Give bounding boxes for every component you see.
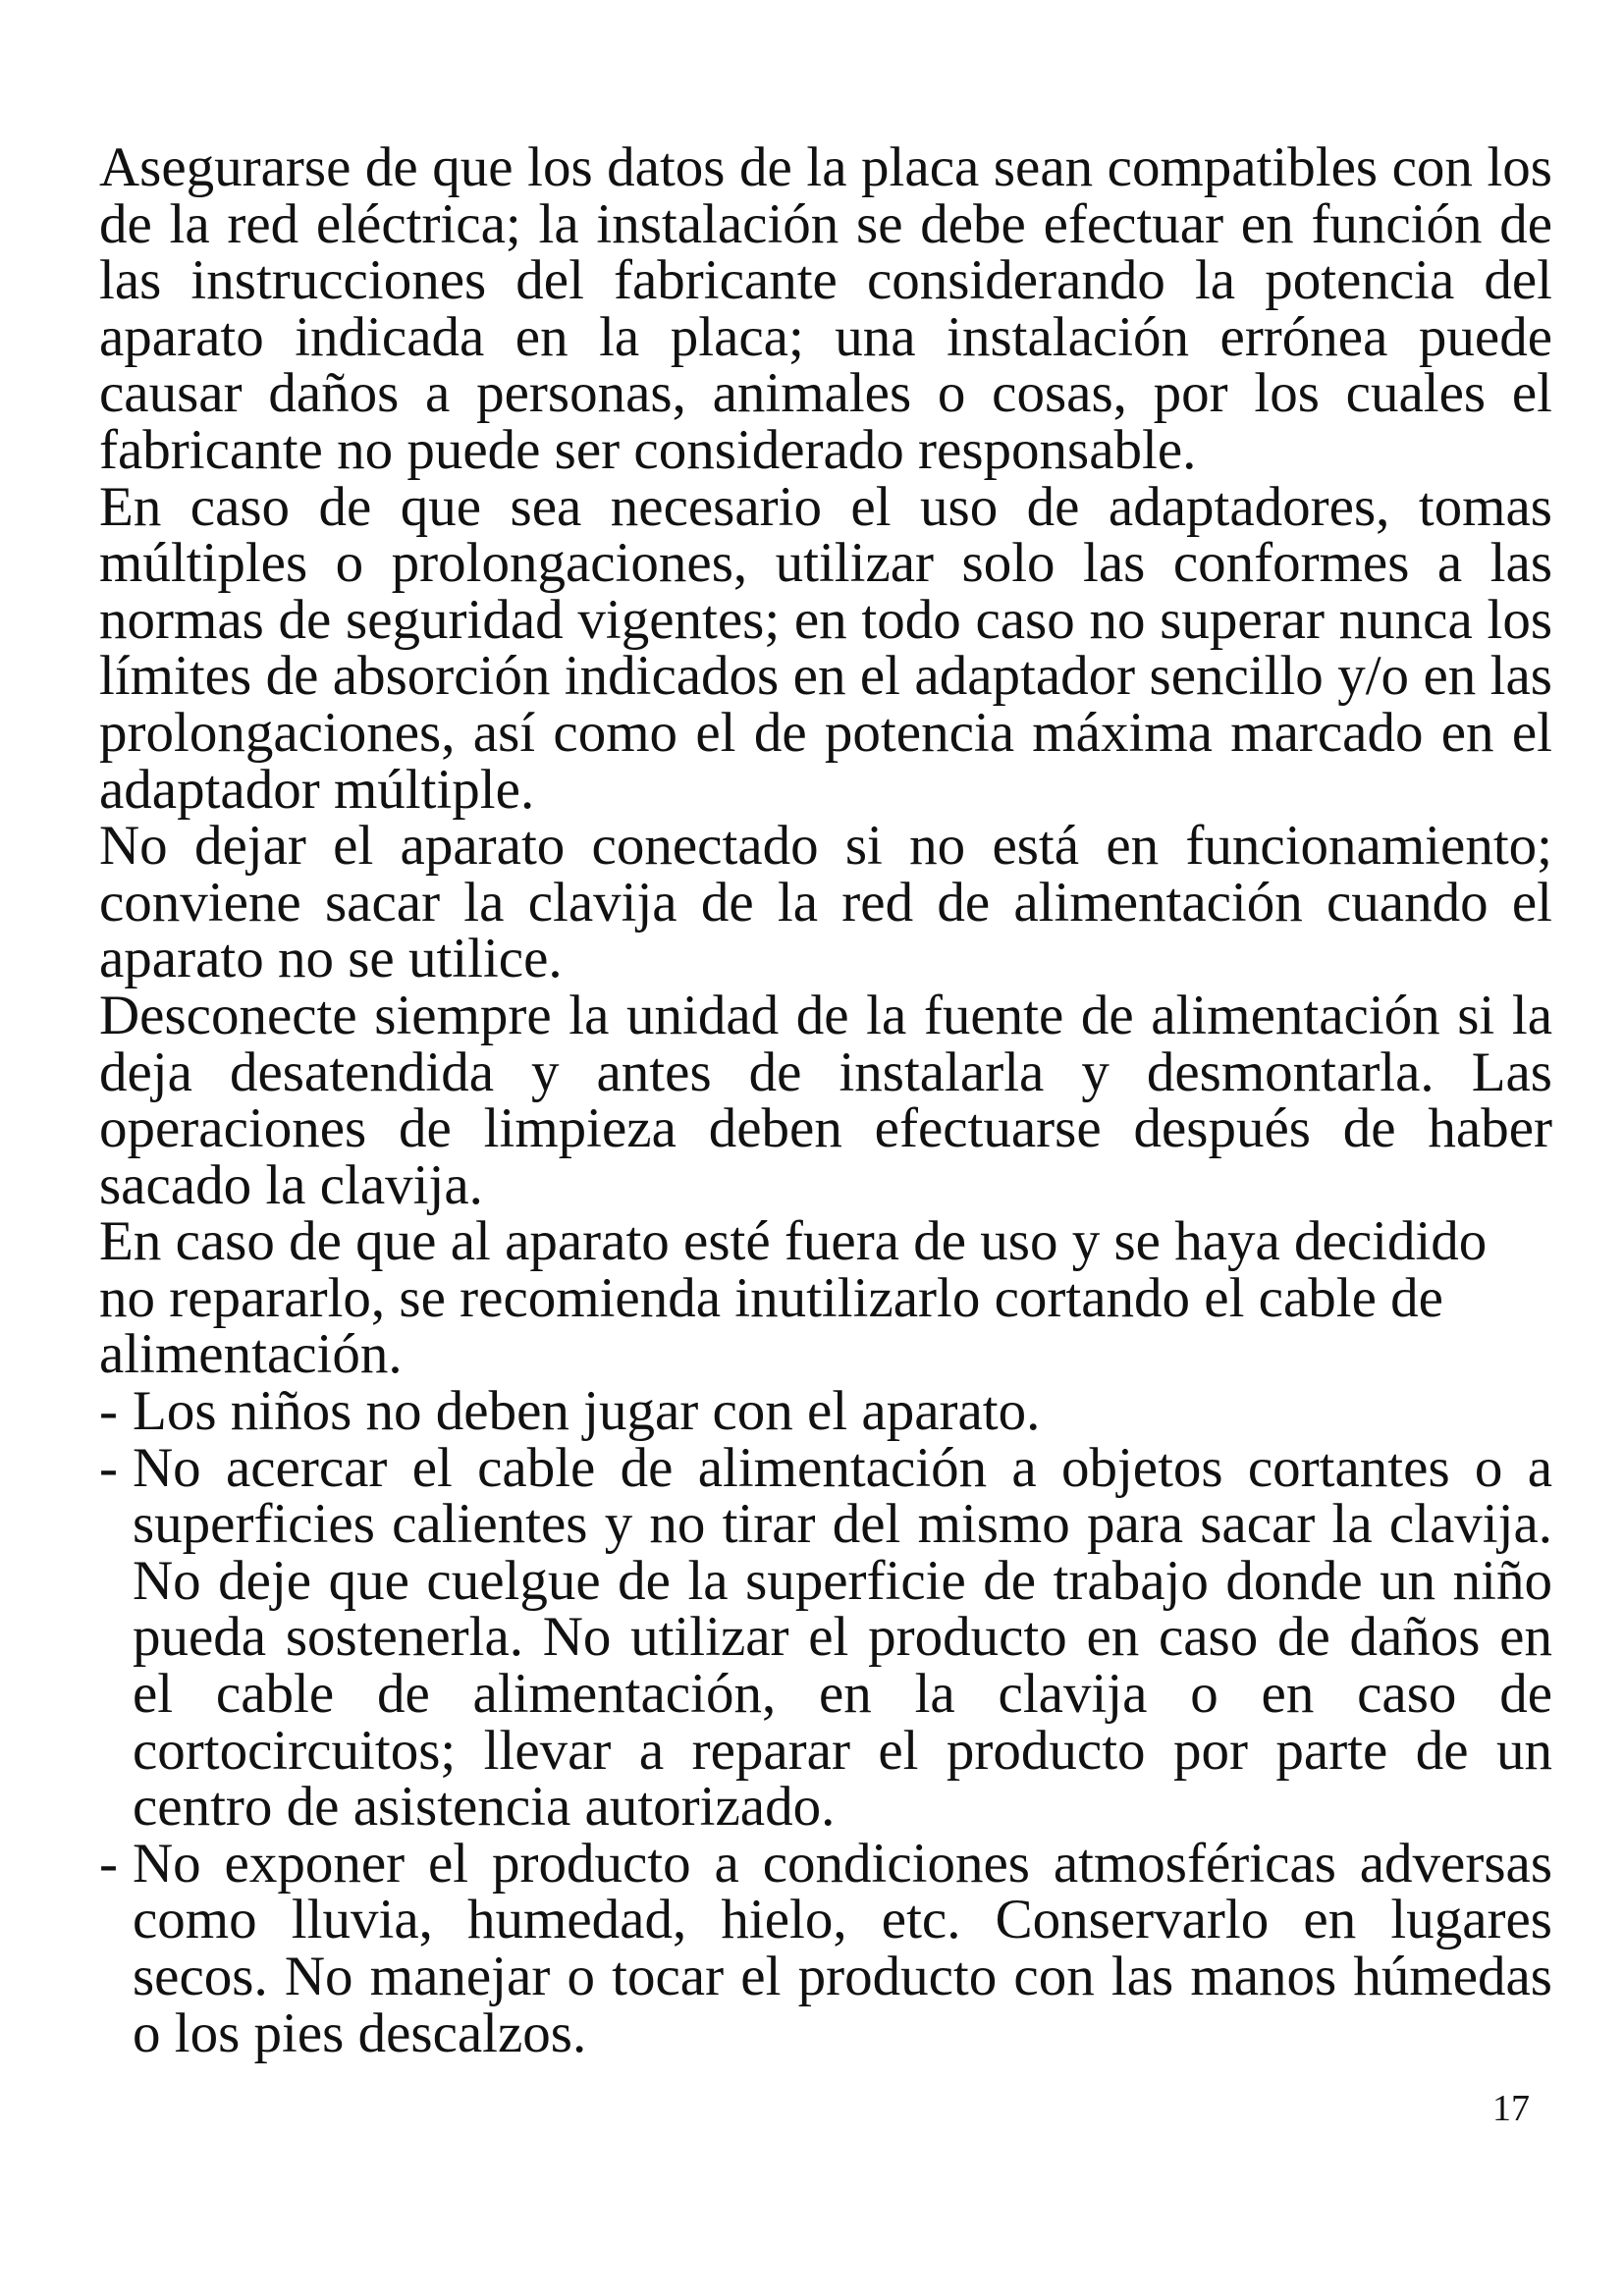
bullet-dash: - bbox=[99, 1380, 118, 1443]
list-item bbox=[99, 1436, 1552, 1839]
paragraph-adapters: En caso de que sea necesario el uso de adaptadores, tomas múltiples o prolongaciones, utilizar solo las conformes a las normas de seguridad vigentes; en todo caso no superar nunca los límites de absorción indicados en el adaptador sencillo y/o en las prolongaciones, así como el de potencia máxima marcado en el adaptador múltiple. bbox=[99, 475, 1552, 821]
bullet-dash: - bbox=[99, 1436, 118, 1499]
bullet-text: No acercar el cable de alimentación a objetos cortantes o a superficies calientes y no tirar del mismo para sacar la clavija. No deje que cuelgue de la superficie de trabajo donde un niño pueda sostenerla. No utilizar el producto en caso de daños en el cable de alimentación, en la clavija o en caso de cortocircuitos; llevar a reparar el producto por parte de un centro de asistencia autorizado. bbox=[133, 1436, 1552, 1839]
page-number: 17 bbox=[1492, 2088, 1530, 2129]
list-item bbox=[99, 1832, 1552, 2064]
bullet-text: Los niños no deben jugar con el aparato. bbox=[133, 1380, 1041, 1443]
bullet-text: No exponer el producto a condiciones atmosféricas adversas como lluvia, humedad, hielo, etc. Conservarlo en lugares secos. No manejar o tocar el producto con las manos húmedas o los pies descalzos. bbox=[133, 1832, 1552, 2064]
paragraph-unattended: Desconecte siempre la unidad de la fuente de alimentación si la deja desatendida y antes de instalarla y desmontarla. Las operaciones de limpieza deben efectuarse después de haber sacado la clavija. bbox=[99, 984, 1552, 1216]
safety-bullet-list bbox=[99, 1380, 1552, 2064]
bullet-dash: - bbox=[99, 1832, 118, 1895]
paragraph-plate-compatibility: Asegurarse de que los datos de la placa sean compatibles con los de la red eléctrica; la instalación se debe efectuar en función de las instrucciones del fabricante considerando la potencia del aparato indicada en la placa; una instalación errónea puede causar daños a personas, animales o cosas, por los cuales el fabricante no puede ser considerado responsable. bbox=[99, 136, 1552, 481]
list-item bbox=[99, 1380, 1552, 1443]
page-body bbox=[99, 136, 1552, 2064]
paragraph-out-of-use: En caso de que al aparato esté fuera de uso y se haya decidido no repararlo, se recomienda inutilizarlo cortando el cable de alimentación. bbox=[99, 1210, 1488, 1386]
paragraph-disconnect-when-idle: No dejar el aparato conectado si no está en funcionamiento; conviene sacar la clavija de la red de alimentación cuando el aparato no se utilice. bbox=[99, 815, 1552, 990]
